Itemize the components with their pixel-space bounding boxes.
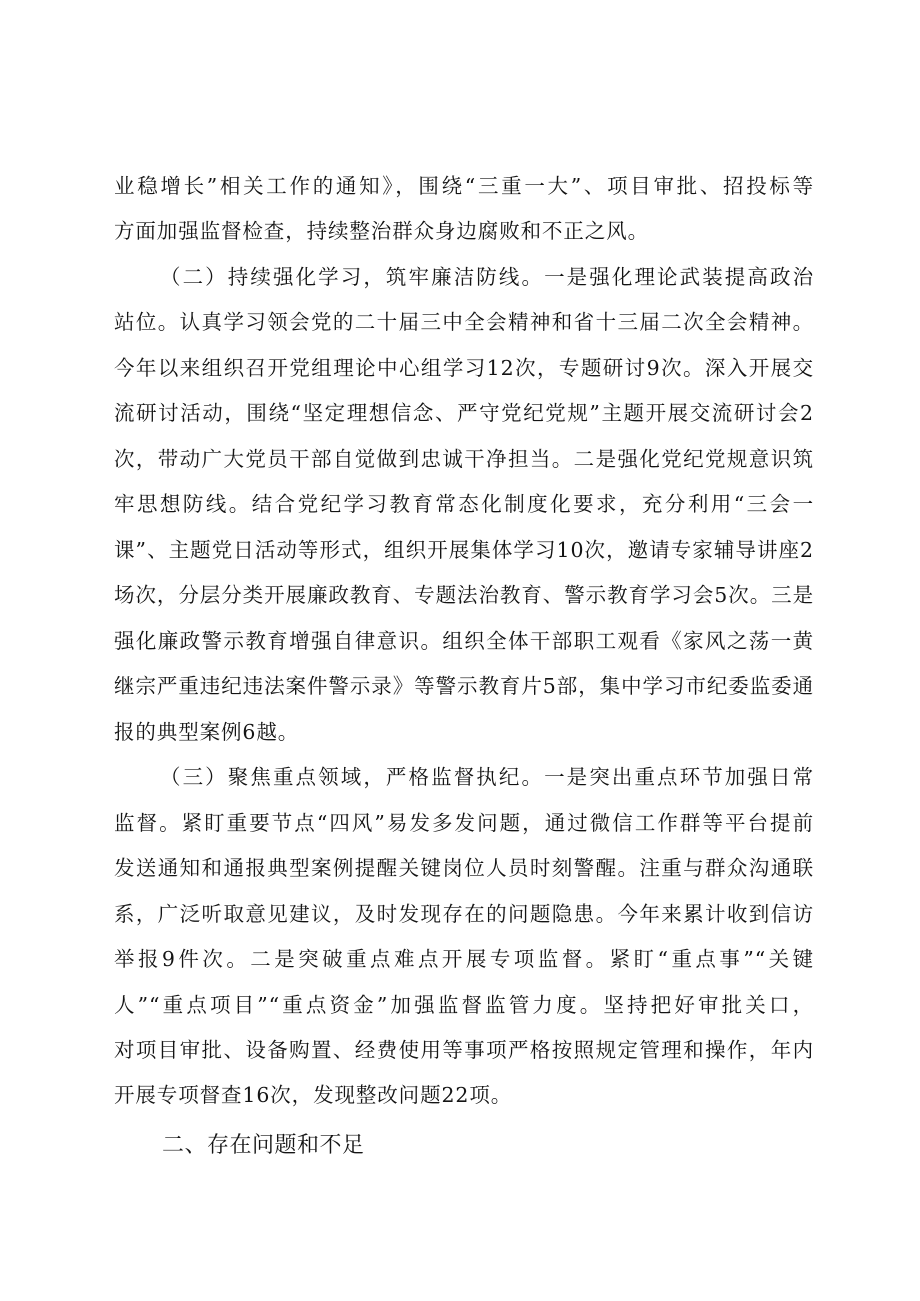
section-heading: 二、存在问题和不足 [162,1133,365,1158]
text-line-1: 业稳增长”相关工作的通知》，围绕“三重一大”、项目审批、招投标等 [114,174,814,198]
text-line-21: 开展专项督查16次，发现整改问题22项。 [114,1083,513,1107]
text-line-20: 对项目审批、设备购置、经费使用等事项严格按照规定管理和操作，年内 [114,1038,814,1062]
text-line-16: 发送通知和通报典型案例提醒关键岗位人员时刻警醒。注重与群众沟通联 [114,856,814,880]
text-line-15: 监督。紧盯重要节点“四风”易发多发问题，通过微信工作群等平台提前 [114,811,814,835]
paragraph-2-first-line: （二）持续强化学习，筑牢廉洁防线。一是强化理论武装提高政治 [160,265,814,289]
text-line-9: 课”、主题党日活动等形式，组织开展集体学习10次，邀请专家辅导讲座2 [114,538,814,562]
text-line-10: 场次，分层分类开展廉政教育、专题法治教育、警示教育学习会5次。三是 [114,583,814,607]
text-line-6: 流研讨活动，围绕“坚定理想信念、严守党纪党规”主题开展交流研讨会2 [114,401,814,425]
text-line-12: 继宗严重违纪违法案件警示录》等警示教育片5部，集中学习市纪委监委通 [114,674,814,698]
paragraph-3-first-line: （三）聚焦重点领域，严格监督执纪。一是突出重点环节加强日常 [160,765,814,789]
text-line-13: 报的典型案例6越。 [114,720,300,744]
text-line-19: 人”“重点项目”“重点资金”加强监督监管力度。坚持把好审批关口， [114,993,814,1017]
text-line-5: 今年以来组织召开党组理论中心组学习12次，专题研讨9次。深入开展交 [114,356,814,380]
text-line-18: 举报9件次。二是突破重点难点开展专项监督。紧盯“重点事”“关键 [114,947,814,971]
text-line-7: 次，带动广大党员干部自觉做到忠诚干净担当。二是强化党纪党规意识筑 [114,447,814,471]
text-line-8: 牢思想防线。结合党纪学习教育常态化制度化要求，充分利用“三会一 [114,492,814,516]
text-line-2: 方面加强监督检查，持续整治群众身边腐败和不正之风。 [114,219,649,243]
text-line-17: 系，广泛听取意见建议，及时发现存在的问题隐患。今年来累计收到信访 [114,902,814,926]
text-line-11: 强化廉政警示教育增强自律意识。组织全体干部职工观看《家风之荡一黄 [114,629,814,653]
text-line-4: 站位。认真学习领会党的二十届三中全会精神和省十三届二次全会精神。 [114,310,814,334]
